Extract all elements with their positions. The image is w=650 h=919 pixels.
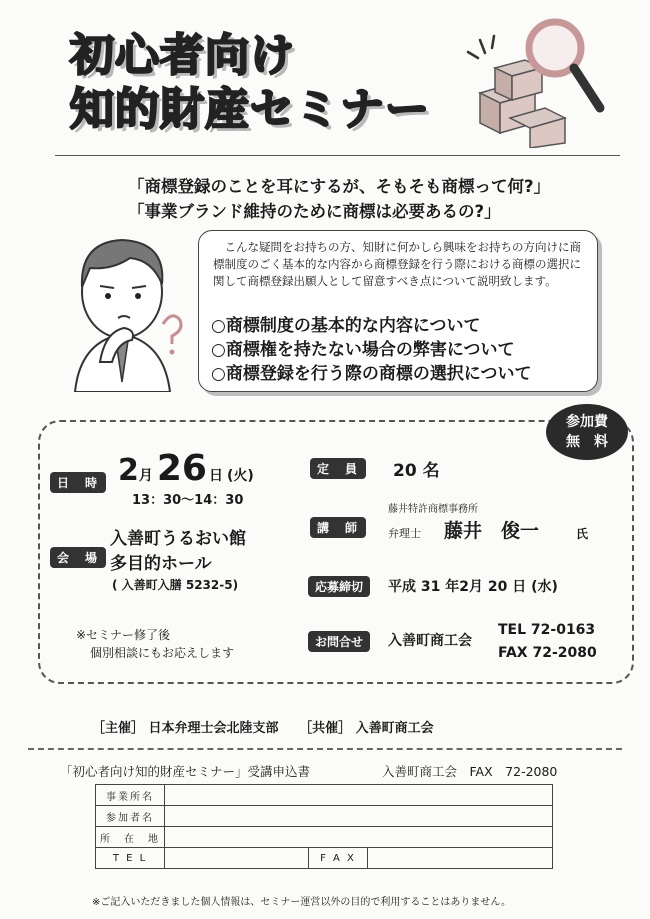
company-input[interactable] xyxy=(165,785,553,806)
cohost-label: ［共催］ xyxy=(299,721,352,736)
lecturer-name: 藤井 俊一 xyxy=(444,520,540,542)
form-title: 「初心者向け知的財産セミナー」受講申込書 xyxy=(60,764,311,779)
title-line-1: 初心者向け xyxy=(70,30,295,81)
contact-tel: TEL 72-0163 xyxy=(498,622,596,638)
venue-line-2: 多目的ホール xyxy=(110,554,212,574)
form-submit-to: 入善町商工会 FAX 72-2080 xyxy=(382,764,558,779)
contact-org: 入善町商工会 xyxy=(388,633,472,649)
participant-input[interactable] xyxy=(165,806,553,827)
form-row-address xyxy=(96,827,553,848)
question-2: 「事業ブランド維持のために商標は必要あるの?」 xyxy=(128,202,501,221)
topic-3: ○商標登録を行う際の商標の選択について xyxy=(211,364,532,384)
venue-address: ( 入善町入膳 5232-5) xyxy=(112,578,239,592)
lecturer-title: 弁理士 xyxy=(388,527,421,540)
host-label: ［主催］ xyxy=(92,721,145,736)
lecturer-office: 藤井特許商標事務所 xyxy=(388,504,478,515)
date-month-unit: 月 xyxy=(138,468,153,484)
field-label-company: 事業所名 xyxy=(96,785,165,806)
date-weekday: (火) xyxy=(226,468,254,484)
topic-1: ○商標制度の基本的な内容について xyxy=(211,316,481,336)
topic-2: ○商標権を持たない場合の弊害について xyxy=(211,340,515,360)
field-label-address: 所 在 地 xyxy=(96,827,165,848)
tel-input[interactable] xyxy=(165,848,309,869)
note-line-1: ※セミナー修了後 xyxy=(76,628,171,642)
fee-label: 参加費 xyxy=(566,414,608,430)
venue-line-1: 入善町うるおい館 xyxy=(110,529,246,549)
field-label-participant: 参加者名 xyxy=(96,806,165,827)
date-day-unit: 日 xyxy=(208,468,223,484)
title-divider xyxy=(55,155,620,156)
capacity-label: 定 員 xyxy=(310,458,366,479)
event-time: 13：30〜14：30 xyxy=(132,493,244,508)
host-name: 日本弁理士会北陸支部 xyxy=(148,721,279,736)
date-day: 26 xyxy=(156,448,207,489)
date-month: 2 xyxy=(118,453,139,488)
form-row-company xyxy=(96,785,553,806)
field-label-fax: F A X xyxy=(309,848,368,869)
boxes-magnifier-icon xyxy=(460,8,620,148)
deadline-value: 平成 31 年2月 20 日 (水) xyxy=(388,579,558,595)
field-label-tel: T E L xyxy=(96,848,165,869)
contact-label: お問合せ xyxy=(308,631,370,652)
deadline-label: 応募締切 xyxy=(308,576,370,597)
fee-badge xyxy=(546,404,628,460)
venue-label: 会 場 xyxy=(50,547,106,568)
fax-input[interactable] xyxy=(368,848,553,869)
lecturer-label: 講 師 xyxy=(310,517,366,538)
date-label: 日 時 xyxy=(50,472,106,493)
thinking-person-icon xyxy=(60,222,195,392)
contact-fax: FAX 72-2080 xyxy=(498,645,597,661)
form-row-phone xyxy=(96,848,553,869)
form-row-participant xyxy=(96,806,553,827)
address-input[interactable] xyxy=(165,827,553,848)
note-line-2: 個別相談にもお応えします xyxy=(90,646,235,660)
cohost-name: 入善町商工会 xyxy=(355,721,434,736)
fee-value: 無 料 xyxy=(566,434,608,450)
event-date xyxy=(118,448,254,489)
privacy-note: ※ご記入いただきました個人情報は、セミナー運営以外の目的で利用することはありません。 xyxy=(92,897,511,908)
intro-box xyxy=(198,230,598,392)
question-1: 「商標登録のことを耳にするが、そもそも商標って何?」 xyxy=(128,177,551,196)
application-form xyxy=(95,784,553,869)
lecturer-suffix: 氏 xyxy=(576,527,589,541)
title-line-2: 知的財産セミナー xyxy=(70,84,430,135)
cut-line xyxy=(28,748,622,750)
intro-text: こんな疑問をお持ちの方、知財に何かしら興味をお持ちの方向けに商標制度のごく基本的な内容から商標登録を行う際における商標の選択に関して商標登録出願人として留意すべき点について説明致します。 xyxy=(213,240,581,288)
capacity-value: 20 名 xyxy=(393,461,440,481)
organizers xyxy=(92,717,434,736)
